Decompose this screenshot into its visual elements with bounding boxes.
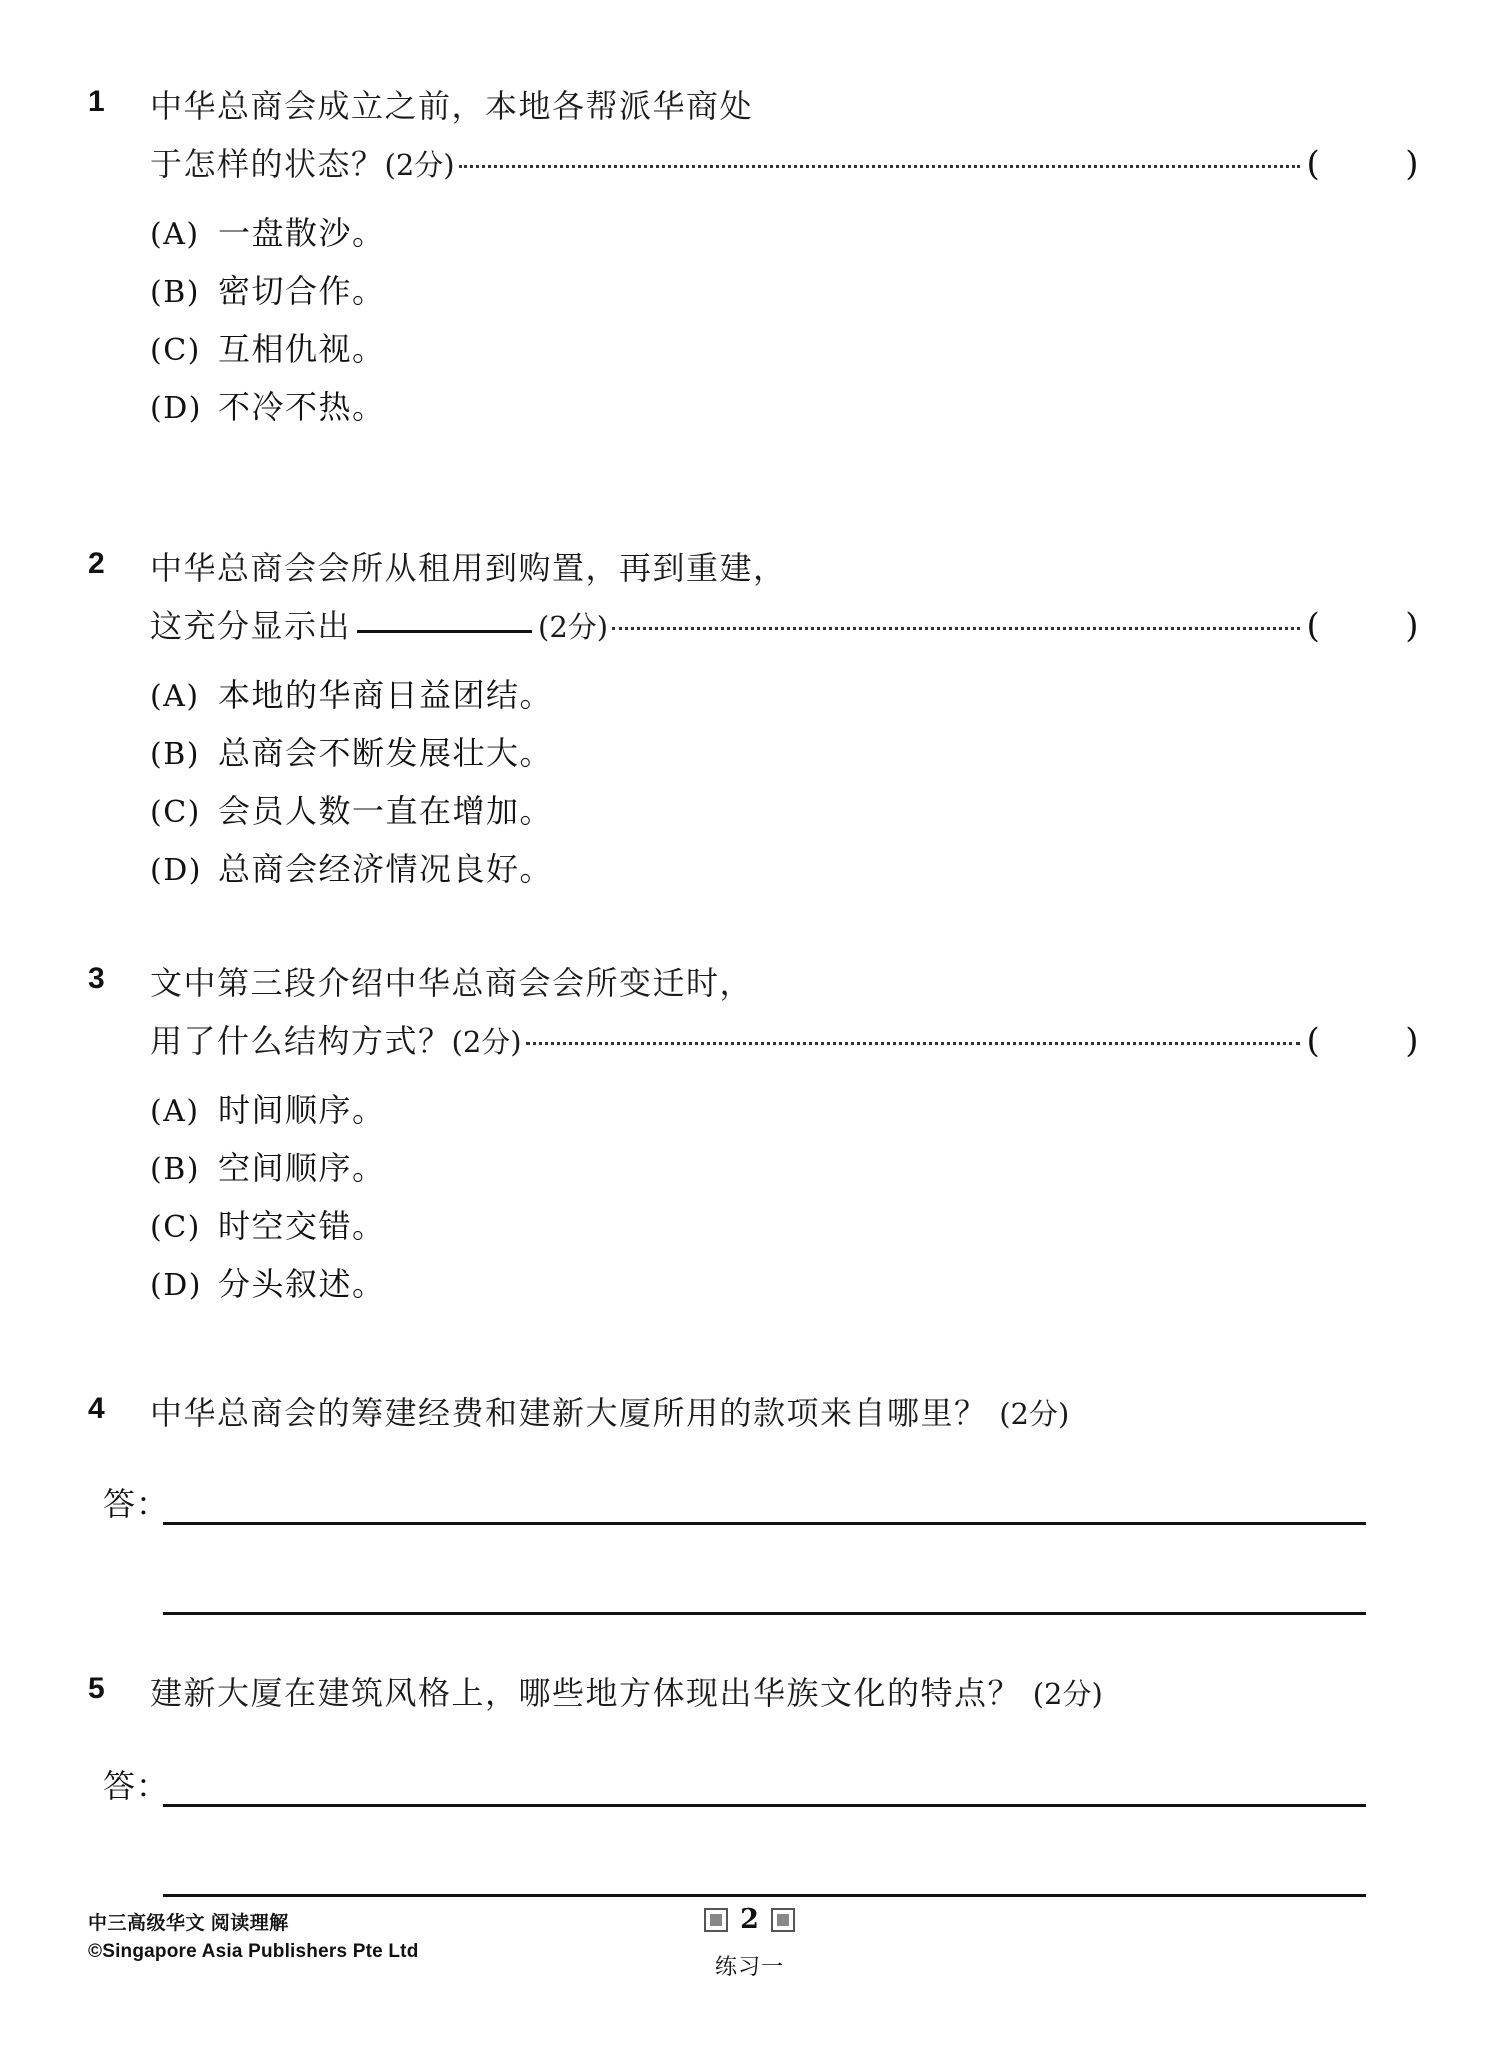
option-label: (C): [150, 333, 201, 368]
question-text-line-1: 中华总商会会所从租用到购置，再到重建，: [150, 549, 787, 587]
answer-line-1[interactable]: [163, 1804, 1366, 1807]
question-text-line-1: 中华总商会的筹建经费和建新大厦所用的款项来自哪里？: [150, 1394, 988, 1432]
question-text-line-2: 这充分显示出: [150, 607, 352, 645]
dotted-leader: [526, 1042, 1301, 1045]
marks-label: (2分): [451, 1025, 522, 1059]
answer-bracket-close: ): [1405, 606, 1420, 646]
option-text: 总商会经济情况良好。: [218, 850, 554, 888]
option-text: 不冷不热。: [218, 388, 386, 426]
question-text-line-1: 文中第三段介绍中华总商会会所变迁时，: [150, 964, 754, 1002]
option-label: (A): [150, 217, 200, 252]
option-label: (B): [150, 1152, 200, 1187]
question-text-line-2-with-leader: [150, 598, 1420, 655]
answer-bracket-close: ): [1405, 144, 1420, 184]
page-number: 2: [740, 1904, 759, 1935]
answer-bracket-open: (: [1306, 1021, 1322, 1061]
copyright-notice: ©Singapore Asia Publishers Pte Ltd: [88, 1941, 419, 1962]
option-text: 空间顺序。: [218, 1149, 386, 1187]
answer-line-2[interactable]: [163, 1894, 1366, 1897]
question-body: [150, 1665, 1420, 1722]
option-label: (C): [150, 795, 201, 830]
option-label: (B): [150, 275, 200, 310]
dotted-leader: [459, 165, 1301, 168]
answer-line-2[interactable]: [163, 1612, 1366, 1615]
option-text: 总商会不断发展壮大。: [218, 734, 554, 772]
square-marker-icon: [704, 1908, 728, 1932]
option-c[interactable]: [150, 783, 1420, 841]
answer-bracket-close: ): [1405, 1021, 1420, 1061]
question-text-line-2-with-leader: [150, 136, 1420, 193]
option-b[interactable]: [150, 725, 1420, 783]
option-b[interactable]: [150, 1140, 1420, 1198]
answer-label: 答：: [103, 1485, 170, 1523]
page-marker: [704, 1904, 795, 1935]
option-label: (D): [150, 1268, 202, 1303]
option-label: (A): [150, 1094, 200, 1129]
option-text: 密切合作。: [218, 272, 386, 310]
option-label: (D): [150, 853, 202, 888]
question-text-line-1-with-marks: [150, 1665, 1420, 1722]
option-label: (B): [150, 737, 200, 772]
option-text: 分头叙述。: [218, 1265, 386, 1303]
answer-bracket-open: (: [1306, 606, 1322, 646]
exercise-label: 练习一: [714, 1954, 784, 1980]
option-text: 一盘散沙。: [218, 214, 386, 252]
option-a[interactable]: [150, 205, 1420, 263]
question-number: 3: [88, 962, 105, 995]
option-text: 互相仇视。: [218, 330, 386, 368]
question-text-line-1-with-marks: [150, 1385, 1420, 1442]
question-number: 4: [88, 1392, 105, 1425]
page-footer: [0, 1900, 1499, 2050]
option-text: 时空交错。: [218, 1207, 386, 1245]
option-d[interactable]: [150, 379, 1420, 437]
square-marker-icon: [771, 1908, 795, 1932]
option-a[interactable]: [150, 667, 1420, 725]
option-text: 本地的华商日益团结。: [218, 676, 554, 714]
question-text-line-2-with-leader: [150, 1013, 1420, 1070]
option-b[interactable]: [150, 263, 1420, 321]
answer-line-1[interactable]: [163, 1522, 1366, 1525]
option-text: 时间顺序。: [218, 1091, 386, 1129]
option-text: 会员人数一直在增加。: [218, 792, 554, 830]
question-number: 1: [88, 85, 105, 118]
option-label: (A): [150, 679, 200, 714]
option-d[interactable]: [150, 841, 1420, 899]
question-number: 2: [88, 547, 105, 580]
question-body: [150, 955, 1420, 1314]
marks-label: (2分): [999, 1397, 1070, 1431]
marks-label: (2分): [538, 610, 609, 644]
question-text-line-2: 于怎样的状态？: [150, 145, 385, 183]
document-title: 中三高级华文 阅读理解: [88, 1913, 289, 1934]
question-number: 5: [88, 1672, 105, 1705]
answer-label: 答：: [103, 1767, 170, 1805]
answer-bracket-open: (: [1306, 144, 1322, 184]
option-c[interactable]: [150, 321, 1420, 379]
option-d[interactable]: [150, 1256, 1420, 1314]
question-text-line-2: 用了什么结构方式？: [150, 1022, 452, 1060]
question-body: [150, 78, 1420, 437]
footer-center-block: [0, 1904, 1499, 1981]
question-text-line-1: 建新大厦在建筑风格上，哪些地方体现出华族文化的特点？: [150, 1674, 1022, 1712]
options-list: [150, 205, 1420, 437]
option-label: (D): [150, 391, 202, 426]
option-label: (C): [150, 1210, 201, 1245]
question-body: [150, 540, 1420, 899]
option-c[interactable]: [150, 1198, 1420, 1256]
fill-in-blank[interactable]: [357, 630, 532, 633]
question-text-line-1: 中华总商会成立之前，本地各帮派华商处: [150, 87, 754, 125]
options-list: [150, 667, 1420, 899]
marks-label: (2分): [1032, 1677, 1103, 1711]
dotted-leader: [612, 627, 1300, 630]
question-body: [150, 1385, 1420, 1442]
option-a[interactable]: [150, 1082, 1420, 1140]
options-list: [150, 1082, 1420, 1314]
marks-label: (2分): [384, 148, 455, 182]
